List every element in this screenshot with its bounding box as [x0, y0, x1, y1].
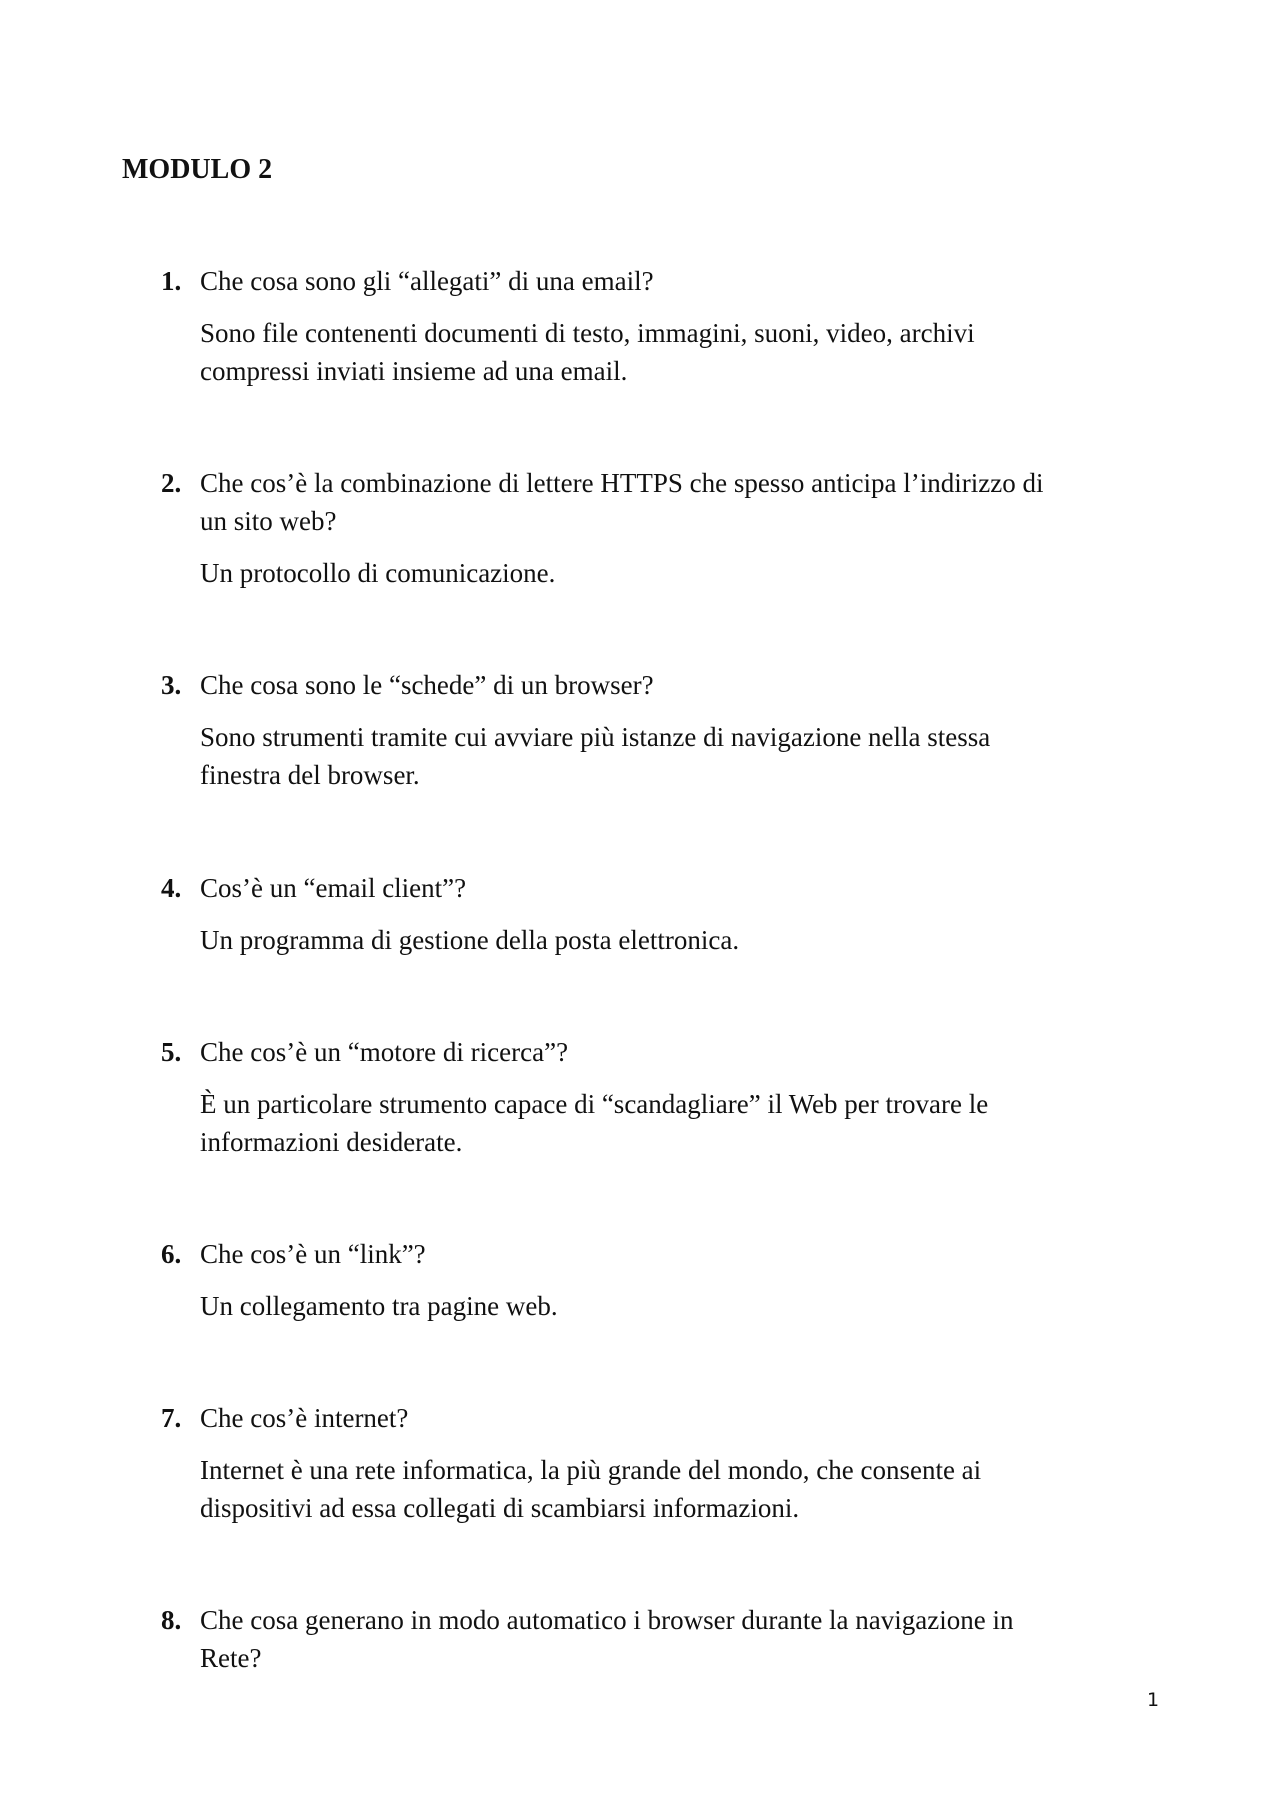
question-7 [161, 1399, 1161, 1437]
question-8 [161, 1601, 1161, 1677]
question-block-8 [161, 1601, 1161, 1677]
document-title: MODULO 2 [122, 154, 273, 185]
question-number-3: 3. [161, 670, 182, 700]
question-block-2 [161, 464, 1161, 592]
answer-2: Un protocollo di comunicazione. [200, 558, 556, 588]
question-line: Che cosa generano in modo automatico i browser durante la navigazione in [200, 1605, 1014, 1635]
question-block-3 [161, 666, 1161, 794]
answer-3 [200, 718, 1161, 794]
question-number-2: 2. [161, 468, 182, 498]
question-text-1: Che cosa sono gli “allegati” di una email? [200, 266, 654, 296]
answer-line: È un particolare strumento capace di “scandagliare” il Web per trovare le [200, 1089, 989, 1119]
question-text-5: Che cos’è un “motore di ricerca”? [200, 1037, 569, 1067]
answer-line: Internet è una rete informatica, la più grande del mondo, che consente ai [200, 1455, 982, 1485]
question-5 [161, 1033, 1161, 1071]
answer-line: informazioni desiderate. [200, 1127, 463, 1157]
question-block-7 [161, 1399, 1161, 1527]
question-6 [161, 1235, 1161, 1273]
answer-line: Sono strumenti tramite cui avviare più istanze di navigazione nella stessa [200, 722, 991, 752]
question-4 [161, 869, 1161, 907]
question-number-1: 1. [161, 266, 182, 296]
answer-4: Un programma di gestione della posta elettronica. [200, 925, 740, 955]
question-2 [161, 464, 1161, 540]
answer-1 [200, 314, 1161, 390]
answer-line: Sono file contenenti documenti di testo, immagini, suoni, video, archivi [200, 318, 975, 348]
question-block-4 [161, 869, 1161, 959]
answer-7 [200, 1451, 1161, 1527]
question-line: Che cos’è la combinazione di lettere HTTPS che spesso anticipa l’indirizzo di [200, 468, 1044, 498]
page-number: 1 [1147, 1689, 1160, 1711]
question-block-6 [161, 1235, 1161, 1325]
question-number-7: 7. [161, 1403, 182, 1433]
question-text-3: Che cosa sono le “schede” di un browser? [200, 670, 654, 700]
answer-line: dispositivi ad essa collegati di scambiarsi informazioni. [200, 1493, 800, 1523]
question-number-6: 6. [161, 1239, 182, 1269]
answer-6: Un collegamento tra pagine web. [200, 1291, 558, 1321]
question-text-7: Che cos’è internet? [200, 1403, 409, 1433]
answer-line: finestra del browser. [200, 760, 420, 790]
answer-5 [200, 1085, 1161, 1161]
question-line: Rete? [200, 1643, 262, 1673]
question-number-5: 5. [161, 1037, 182, 1067]
question-text-6: Che cos’è un “link”? [200, 1239, 426, 1269]
question-line: un sito web? [200, 506, 337, 536]
question-block-5 [161, 1033, 1161, 1161]
question-number-4: 4. [161, 873, 182, 903]
question-block-1 [161, 262, 1161, 390]
question-3 [161, 666, 1161, 704]
question-number-8: 8. [161, 1605, 182, 1635]
question-1 [161, 262, 1161, 300]
question-text-4: Cos’è un “email client”? [200, 873, 467, 903]
answer-line: compressi inviati insieme ad una email. [200, 356, 628, 386]
